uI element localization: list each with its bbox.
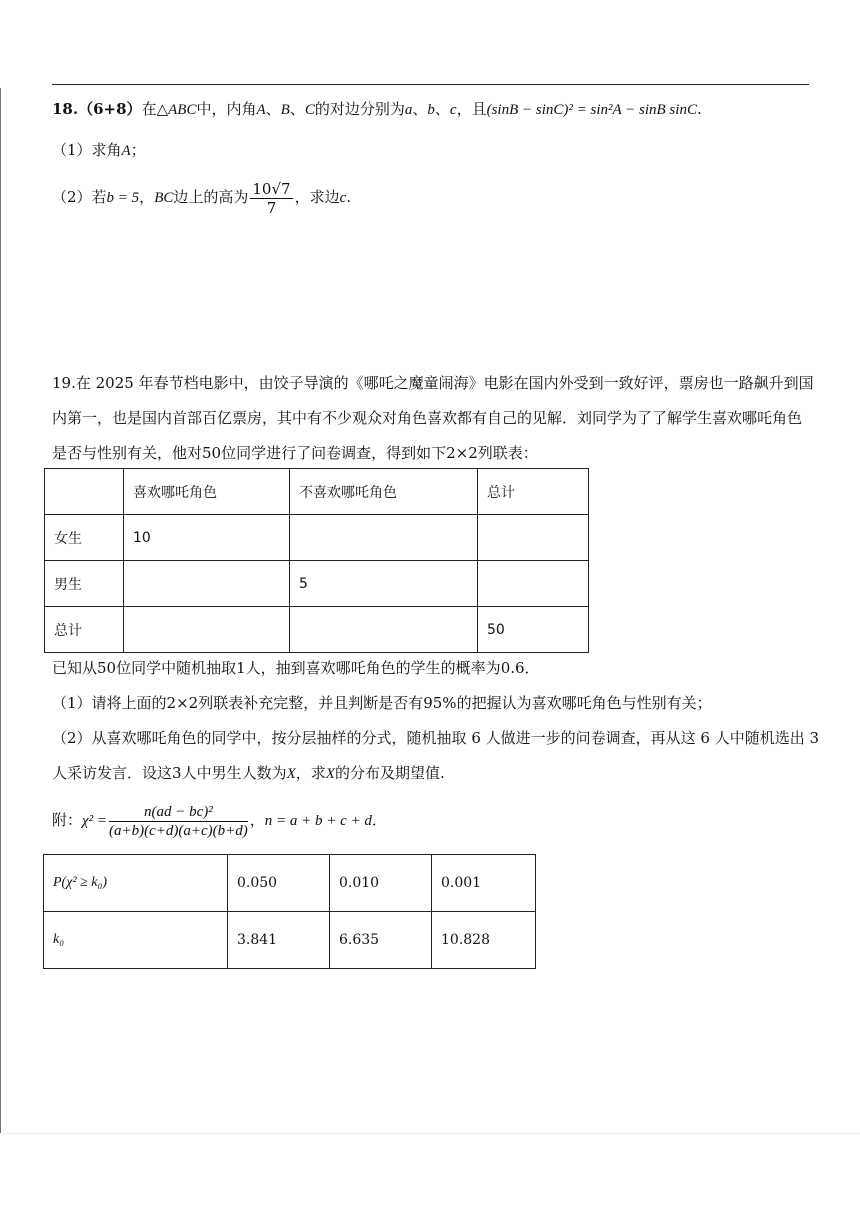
table-cell: 总计 [45,607,124,653]
table-cell: 不喜欢哪吒角色 [290,469,478,515]
table-cell: 5 [290,561,478,607]
table-cell [478,561,589,607]
n-definition-end: ． [371,811,387,829]
q18-angle-b: B [280,102,290,118]
q19-line-3-a: 是否与性别有关，他对 [52,444,203,462]
table-row [45,515,589,561]
q18-part-2-condition: b = 5 [106,190,140,206]
q19-line-3-n: 50 [202,444,222,462]
q18-sep-3: 、 [412,100,428,118]
table-cell [478,515,589,561]
q18-text-1: 在 [141,100,157,118]
q18-equation: (sinB − sinC)² = sin²A − sinB sinC [486,102,697,118]
q19-known-probability: 0.6 [500,659,525,677]
table-cell [124,561,290,607]
q19-part-2-x: X [286,766,296,782]
q19-known-b: 位同学中随机抽取 [116,659,237,677]
q19-known-end: ． [524,659,540,677]
q18-part-1 [52,139,146,162]
q19-part-1-b: 列联表补充完整，并且判断是否有 [198,694,424,712]
q18-part-2-text-2: 边上的高为 [173,188,249,206]
table-cell: 0.010 [330,855,432,912]
q19-line-1: 19.在 2025 年春节档电影中，由饺子导演的《哪吒之魔童闹海》电影在国内外受到一致好评，票房也一路飙升到国 [52,374,814,392]
q19-part-1-c: 的把握认为喜欢哪吒角色与性别有关； [456,694,712,712]
table-cell: 总计 [478,469,589,515]
contingency-table [44,468,589,653]
chi-square-sep: ， [249,811,265,829]
table-cell: 女生 [45,515,124,561]
q18-score: （6+8） [78,100,142,118]
q19-part-2-line-2 [52,762,445,785]
q18-text-3: 的对边分别为 [314,100,405,118]
table-cell: 10 [124,515,290,561]
q19-known-n: 50 [97,659,117,677]
q18-part-2-text-1: ， [139,188,155,206]
table-cell [290,515,478,561]
q19-line-3 [52,442,538,464]
q18-side-b: b [427,102,435,118]
q18-part-2-c: c [339,190,347,206]
q18-sep-1: 、 [265,100,281,118]
q18-part-1-end: ； [130,141,146,159]
q18-angle-c: C [304,102,315,118]
q19-part-2-b: 人中男生人数为 [181,764,287,782]
q18-angle-a: A [256,102,266,118]
q19-part-1-table-size: 2×2 [166,694,199,712]
q18-text-4: ，且 [456,100,487,118]
table-cell: 3.841 [228,912,330,969]
q19-part-2-c: ，求 [295,764,326,782]
table-cell: 50 [478,607,589,653]
table-row [44,855,536,912]
table-row [45,561,589,607]
q19-line-3-table-size: 2×2 [446,444,478,462]
q18-triangle: △ABC [156,102,197,118]
q18-part-2-end: . [346,188,352,206]
chi-square-denominator: (a+b)(c+d)(a+c)(b+d) [108,822,248,839]
chi-square-numerator: n(ad − bc)² [109,803,248,822]
table-cell [45,469,124,515]
appendix-label: 附： [52,811,83,829]
q18-text-2: 中，内角 [196,100,257,118]
q19-known-a: 已知从 [52,659,98,677]
q19-part-2-n: 3 [172,764,182,782]
table-row [45,469,589,515]
table-cell: P(χ² ≥ k₀) [44,855,228,912]
table-cell [290,607,478,653]
q19-line-2: 内第一，也是国内首部百亿票房，其中有不少观众对角色喜欢都有自己的见解．刘同学为了了解学生喜欢哪吒角色 [52,409,803,427]
q19-part-1 [52,692,712,714]
table-cell: 0.050 [228,855,330,912]
q18-end: . [696,100,702,118]
table-cell: 男生 [45,561,124,607]
q18-sep-2: 、 [289,100,305,118]
table-row [44,912,536,969]
q19-part-1-a: （1）请将上面的 [52,694,167,712]
q18-stem [52,98,702,121]
q19-part-2-x-2: X [325,766,335,782]
critical-value-table [43,854,536,969]
q19-part-1-percent: 95% [423,694,457,712]
q19-line-3-b: 位同学进行了问卷调查，得到如下 [221,444,447,462]
q19-line-3-c: 列联表： [477,444,538,462]
chi-square-lhs: χ² = [82,813,107,829]
q18-sep-4: 、 [434,100,450,118]
table-cell: 0.001 [432,855,536,912]
table-row [45,607,589,653]
q19-part-2-a: 人采访发言．设这 [52,764,173,782]
n-definition: n = a + b + c + d [264,813,372,829]
q18-part-2-bc: BC [154,190,174,206]
q18-number: 18. [52,100,79,118]
q19-part-2-d: 的分布及期望值. [334,764,445,782]
table-cell: 6.635 [330,912,432,969]
q18-height-denominator: 7 [266,198,277,217]
q18-part-2 [52,176,351,219]
table-cell: k₀ [44,912,228,969]
q18-side-c: c [449,102,457,118]
bottom-edge [0,1133,860,1134]
q19-part-2-line-1: （2）从喜欢哪吒角色的同学中，按分层抽样的分式，随机抽取 6 人做进一步的问卷调查，再从这 6 人中随机选出 3 [52,729,820,747]
q18-part-2-text-3: ，求边 [294,188,340,206]
q18-side-a: a [404,102,413,118]
left-margin-rule [0,88,1,1133]
q18-part-1-label: （1）求角 [52,141,122,159]
chi-square-fraction [109,803,248,840]
q19-appendix [52,798,387,843]
q19-known-one: 1 [236,659,246,677]
q19-known [52,657,540,679]
table-cell: 喜欢哪吒角色 [124,469,290,515]
top-rule [52,84,809,85]
table-cell: 10.828 [432,912,536,969]
q18-height-numerator: 10√7 [252,179,291,198]
q18-part-2-label: （2）若 [52,188,107,206]
q19-known-c: 人，抽到喜欢哪吒角色的学生的概率为 [245,659,501,677]
q18-height-fraction [250,180,292,217]
table-cell [124,607,290,653]
q18-part-1-var: A [121,143,131,159]
